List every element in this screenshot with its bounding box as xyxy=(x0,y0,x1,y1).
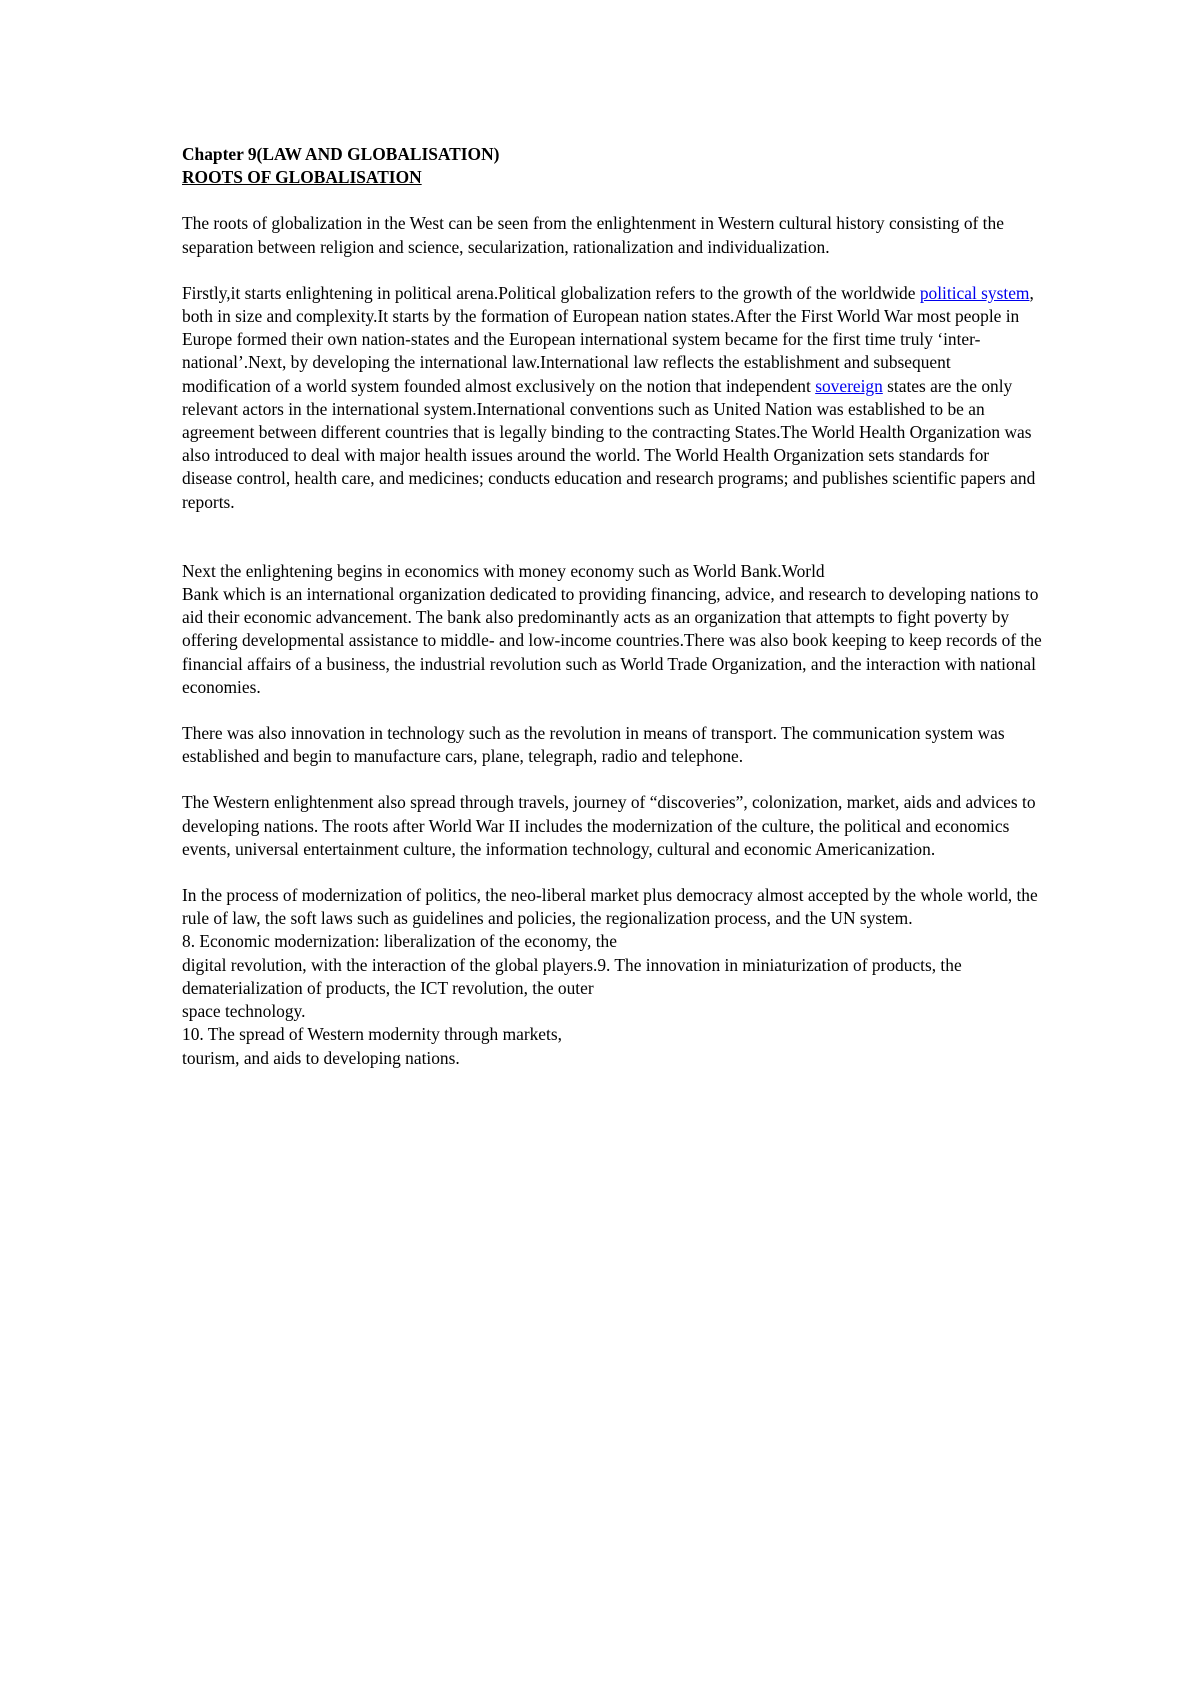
paragraph-economics-line-1: Next the enlightening begins in economics with money economy such as World Bank.World xyxy=(182,560,825,581)
sovereign-link[interactable]: sovereign xyxy=(815,375,883,396)
section-subheading: ROOTS OF GLOBALISATION xyxy=(182,167,422,188)
list-line-10: 10. The spread of Western modernity through markets, xyxy=(182,1024,562,1045)
paragraph-western-enlightenment: The Western enlightenment also spread through travels, journey of “discoveries”, colonization, market, aids and advices to developing nations. The roots after World War II includes the modernization of the culture, the political and economics events, universal entertainment culture, the information technology, cultural and economic Americanization. xyxy=(182,792,1036,859)
paragraph-modernization xyxy=(182,884,1042,1070)
paragraph-roots: The roots of globalization in the West can be seen from the enlightenment in Western cultural history consisting of the separation between religion and science, secularization, rationalization and individualization. xyxy=(182,213,1004,257)
political-system-link[interactable]: political system xyxy=(919,282,1030,303)
paragraph-economics xyxy=(182,560,1042,699)
list-line-8: 8. Economic modernization: liberalization of the economy, the xyxy=(182,931,617,952)
paragraph-political-text-1: Firstly,it starts enlightening in political arena.Political globalization refers to the growth of the worldwide xyxy=(182,282,920,303)
paragraph-political xyxy=(182,282,1042,514)
paragraph-economics-text: Bank which is an international organization dedicated to providing financing, advice, and research to developing nations to aid their economic advancement. The bank also predominantly acts as an organization that attempts to fight poverty by offering developmental assistance to middle- and low-income countries.There was also book keeping to keep records of the financial affairs of a business, the industrial revolution such as World Trade Organization, and the interaction with national economies. xyxy=(182,584,1042,697)
list-line-10-end: tourism, and aids to developing nations. xyxy=(182,1047,460,1068)
paragraph-modernization-intro: In the process of modernization of politics, the neo-liberal market plus democracy almost accepted by the whole world, the rule of law, the soft laws such as guidelines and policies, the regionalization process, and the UN system. xyxy=(182,885,1038,929)
list-line-8-cont: digital revolution, with the interaction of the global players.9. The innovation in miniaturization of products, the xyxy=(182,954,962,975)
list-line-9-end: space technology. xyxy=(182,1001,306,1022)
chapter-heading: Chapter 9(LAW AND GLOBALISATION) xyxy=(182,144,500,164)
paragraph-political-text-3: states are the only relevant actors in the international system.International conventions such as United Nation was established to be an agreement between different countries that is legally binding to the contracting States.The World Health Organization was also introduced to deal with major health issues around the world. The World Health Organization sets standards for disease control, health care, and medicines; conducts education and research programs; and publishes scientific papers and reports. xyxy=(182,375,1036,512)
list-line-9-cont: dematerialization of products, the ICT revolution, the outer xyxy=(182,977,594,998)
document-page xyxy=(182,143,1042,1093)
paragraph-political-text-2: , both in size and complexity.It starts by the formation of European nation states.After the First World War most people in Europe formed their own nation-states and the European international system became for the first time truly ‘inter-national’.Next, by developing the international law.International law reflects the establishment and subsequent modification of a world system founded almost exclusively on the notion that independent xyxy=(182,282,1034,396)
paragraph-technology: There was also innovation in technology such as the revolution in means of transport. The communication system was established and begin to manufacture cars, plane, telegraph, radio and telephone. xyxy=(182,723,1005,767)
